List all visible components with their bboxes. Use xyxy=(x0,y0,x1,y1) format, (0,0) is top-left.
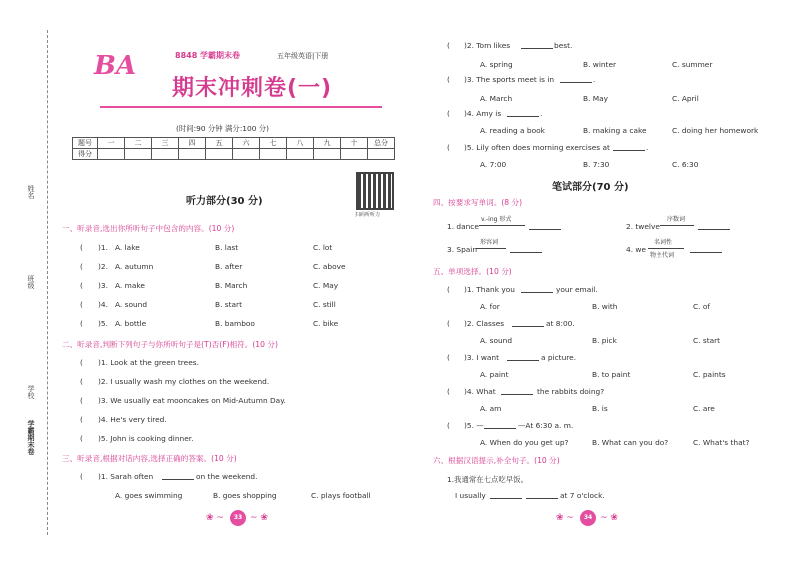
section-6-title: 六、根据汉语提示,补全句子。(10 分) xyxy=(433,456,560,465)
name-label: 姓名 xyxy=(27,185,35,199)
sec6-q1-chinese: 1.我通常在七点吃早饭。 xyxy=(447,475,528,484)
arrow-line xyxy=(476,245,506,249)
score-cell: 总分 xyxy=(368,138,395,149)
school-label: 学校 xyxy=(27,385,35,399)
score-cell: 七 xyxy=(260,138,287,149)
answer-blank xyxy=(521,42,553,49)
answer-blank xyxy=(507,354,539,361)
flourish-icon: ~ ❀ xyxy=(250,513,268,523)
score-cell: 二 xyxy=(125,138,152,149)
answer-blank xyxy=(521,286,553,293)
section-3-title: 三、听录音,根据对话内容,选择正确的答案。(10 分) xyxy=(62,454,237,463)
answer-blank xyxy=(510,246,542,253)
flourish-icon: ~ ❀ xyxy=(600,513,618,523)
answer-blank xyxy=(526,492,558,499)
answer-blank xyxy=(162,473,194,480)
answer-blank xyxy=(698,223,730,230)
answer-blank xyxy=(560,76,592,83)
score-cell: 四 xyxy=(179,138,206,149)
score-cell: 九 xyxy=(314,138,341,149)
qr-caption: 扫码听听力 xyxy=(355,212,381,218)
writing-part-title: 笔试部分(70 分) xyxy=(552,182,629,193)
answer-blank xyxy=(484,422,516,429)
answer-blank xyxy=(690,246,722,253)
time-info: (时间:90 分钟 满分:100 分) xyxy=(176,124,270,133)
answer-blank xyxy=(507,110,539,117)
score-cell: 三 xyxy=(152,138,179,149)
arrow-line xyxy=(648,245,684,249)
page-title: 期末冲刺卷(一) xyxy=(172,76,333,101)
section-2-title: 二、听录音,判断下列句子与你所听句子是(T)否(F)相符。(10 分) xyxy=(62,340,278,349)
answer-blank xyxy=(512,320,544,327)
score-cell: 十 xyxy=(341,138,368,149)
binding-dashed-line xyxy=(47,30,48,535)
score-cell: 一 xyxy=(98,138,125,149)
answer-blank xyxy=(501,388,533,395)
page-number-left: 33 xyxy=(230,510,246,526)
score-cell: 八 xyxy=(287,138,314,149)
answer-blank xyxy=(490,492,522,499)
score-cell: 得分 xyxy=(73,149,98,160)
score-cell: 五 xyxy=(206,138,233,149)
flourish-icon: ❀ ~ xyxy=(206,513,224,523)
book-label: 学霸期末卷 xyxy=(27,420,35,455)
score-table xyxy=(72,137,395,160)
section-5-title: 五、单项选择。(10 分) xyxy=(433,267,512,276)
score-cell: 题号 xyxy=(73,138,98,149)
qr-code[interactable] xyxy=(356,172,394,210)
section-4-title: 四、按要求写单词。(8 分) xyxy=(433,198,523,207)
brand-line: 8848 学霸期末卷 xyxy=(175,51,241,60)
grade-info: 五年级英语|下册 xyxy=(277,52,329,60)
page-number-right: 34 xyxy=(580,510,596,526)
score-cell: 六 xyxy=(233,138,260,149)
section-1-title: 一、听录音,选出你所听句子中包含的内容。(10 分) xyxy=(62,224,235,233)
logo-letters: BA xyxy=(94,51,136,80)
flourish-icon: ❀ ~ xyxy=(556,513,574,523)
class-label: 班级 xyxy=(27,275,35,289)
answer-blank xyxy=(529,223,561,230)
listening-part-title: 听力部分(30 分) xyxy=(186,196,263,207)
arrow-line xyxy=(660,222,694,226)
arrow-line xyxy=(479,222,525,226)
answer-blank xyxy=(613,144,645,151)
